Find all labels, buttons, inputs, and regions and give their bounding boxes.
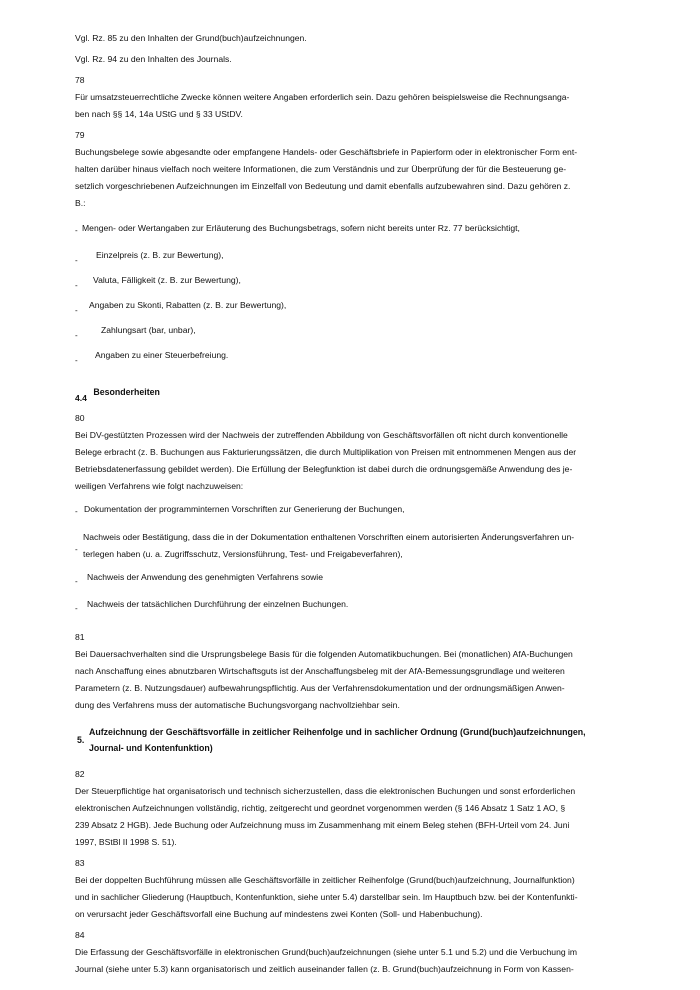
document-page (75, 30, 630, 978)
list-item (75, 529, 630, 563)
paragraph-line: Bei DV-gestützten Prozessen wird der Nachweis der zutreffenden Abbildung von Geschäftsvorfällen oft nicht durch konventionelle (75, 430, 568, 440)
section-title: Journal- und Kontenfunktion) (89, 743, 213, 753)
paragraph-line: Parametern (z. B. Nutzungsdauer) aufbewahrungspflichtig. Aus der Verfahrensdokumentation und der ordnungsmäßigen Anwen- (75, 683, 565, 693)
section-heading (75, 384, 630, 410)
section-title: Besonderheiten (93, 387, 160, 397)
list-item (75, 569, 630, 596)
list-item-text: terlegen haben (u. a. Zugriffsschutz, Versionsführung, Test- und Freigabeverfahren), (83, 549, 403, 559)
paragraph-number: 81 (75, 632, 85, 642)
paragraph-line: nach Anschaffung eines abnutzbaren Wirtschaftsguts ist der Anschaffungsbeleg mit der AfA-Bemessungsgrundlage und weiteren (75, 666, 565, 676)
list-item-text: Mengen- oder Wertangaben zur Erläuterung des Buchungsbetrags, sofern nicht bereits unter Rz. 77 berücksichtigt, (82, 223, 520, 233)
paragraph-line: Belege erbracht (z. B. Buchungen aus Fakturierungssätzen, die durch Multiplikation von Preisen mit entnommenen Mengen aus der (75, 447, 577, 457)
paragraph-line: dung des Verfahrens muss der automatische Buchungsvorgang nachvollziehbar sein. (75, 700, 400, 710)
paragraph-line: Bei Dauersachverhalten sind die Ursprungsbelege Basis für die folgenden Automatikbuchungen. Bei (monatlichen) AfA-Buchungen (75, 649, 573, 659)
bullet-dash: - (75, 226, 78, 235)
list-item-text: Angaben zu einer Steuerbefreiung. (95, 350, 229, 360)
bullet-dash: - (75, 306, 78, 315)
list-item (75, 501, 630, 523)
list-item (75, 322, 630, 347)
list-item (75, 247, 630, 272)
list-item-text: Zahlungsart (bar, unbar), (101, 325, 196, 335)
paragraph-line: elektronischen Aufzeichnungen vollständig, richtig, zeitgerecht und geordnet vorgenommen werden (§ 146 Absatz 1 Satz 1 AO, § (75, 803, 566, 813)
paragraph-line: setzlich vorgeschriebenen Aufzeichnungen im Einzelfall von Bedeutung und damit ebenfalls aufzubewahren sind. Dazu gehören z. (75, 181, 571, 191)
paragraph-number: 82 (75, 769, 85, 779)
intro-line: Vgl. Rz. 85 zu den Inhalten der Grund(buch)aufzeichnungen. (75, 33, 307, 43)
paragraph-line: Für umsatzsteuerrechtliche Zwecke können weitere Angaben erforderlich sein. Dazu gehören beispielsweise die Rechnungsanga- (75, 92, 570, 102)
paragraph-line: Betriebsdatenerfassung gebildet werden). Die Erfüllung der Belegfunktion ist dabei durch die ordnungsgemäße Anwendung des je- (75, 464, 573, 474)
paragraph-number: 84 (75, 930, 85, 940)
bullet-dash: - (75, 356, 78, 365)
paragraph-line: ben nach §§ 14, 14a UStG und § 33 UStDV. (75, 109, 243, 119)
list-item (75, 596, 630, 623)
paragraph-line: 1997, BStBl II 1998 S. 51). (75, 837, 177, 847)
list-item-text: Einzelpreis (z. B. zur Bewertung), (96, 250, 224, 260)
paragraph-number: 80 (75, 413, 85, 423)
paragraph-line: Der Steuerpflichtige hat organisatorisch und technisch sicherzustellen, dass die elektronischen Buchungen und sonst erforderlichen (75, 786, 576, 796)
section-number: 5. (77, 735, 85, 745)
bullet-dash: - (75, 604, 78, 613)
paragraph-line: Journal (siehe unter 5.3) kann organisatorisch und zeitlich auseinander fallen (z. B. Grund(buch)aufzeichnung in Form von Kassen- (75, 964, 574, 974)
paragraph-number: 79 (75, 130, 85, 140)
section-number: 4.4 (75, 393, 87, 403)
bullet-dash: - (75, 507, 78, 516)
bullet-dash: - (75, 281, 78, 290)
list-item (75, 220, 630, 247)
paragraph-line: B.: (75, 198, 86, 208)
paragraph-line: und in sachlicher Gliederung (Hauptbuch, Kontenfunktion, siehe unter 5.4) darstellbar sein. Im Hauptbuch bzw. bei der Kontenfunkti- (75, 892, 578, 902)
bullet-dash: - (75, 577, 78, 586)
paragraph-number: 83 (75, 858, 85, 868)
bullet-dash: - (75, 256, 78, 265)
paragraph-line: Bei der doppelten Buchführung müssen alle Geschäftsvorfälle in zeitlicher Reihenfolge (Grund(buch)aufzeichnung, Journalfunktion) (75, 875, 575, 885)
list-item-text: Angaben zu Skonti, Rabatten (z. B. zur Bewertung), (89, 300, 287, 310)
list-item-text: Nachweis der tatsächlichen Durchführung der einzelnen Buchungen. (87, 599, 349, 609)
paragraph-line: 239 Absatz 2 HGB). Jede Buchung oder Aufzeichnung muss im Zusammenhang mit einem Beleg stehen (BFH-Urteil vom 24. Juni (75, 820, 570, 830)
paragraph-number: 78 (75, 75, 85, 85)
intro-line: Vgl. Rz. 94 zu den Inhalten des Journals. (75, 54, 232, 64)
bullet-dash: - (75, 331, 78, 340)
paragraph-line: halten darüber hinaus vielfach noch weitere Informationen, die zum Verständnis und zur Überprüfung der für die Besteuerung ge- (75, 164, 567, 174)
paragraph-line: weiligen Verfahrens wie folgt nachzuweisen: (75, 481, 244, 491)
list-item-text: Nachweis oder Bestätigung, dass die in der Dokumentation enthaltenen Vorschriften einem autorisierten Änderungsverfahren un- (83, 532, 575, 542)
list-item-text: Dokumentation der programminternen Vorschriften zur Generierung der Buchungen, (84, 504, 405, 514)
list-item (75, 272, 630, 297)
section-heading (75, 724, 630, 760)
paragraph-line: Die Erfassung der Geschäftsvorfälle in elektronischen Grund(buch)aufzeichnungen (siehe unter 5.1 und 5.2) und die Verbuchung im (75, 947, 578, 957)
paragraph-line: Buchungsbelege sowie abgesandte oder empfangene Handels- oder Geschäftsbriefe in Papierform oder in elektronischer Form ent- (75, 147, 578, 157)
paragraph-line: on verursacht jeder Geschäftsvorfall eine Buchung auf mindestens zwei Konten (Soll- und Habenbuchung). (75, 909, 483, 919)
bullet-dash: - (75, 545, 78, 554)
list-item (75, 297, 630, 322)
list-item-text: Nachweis der Anwendung des genehmigten Verfahrens sowie (87, 572, 324, 582)
list-item (75, 347, 630, 372)
section-title: Aufzeichnung der Geschäftsvorfälle in zeitlicher Reihenfolge und in sachlicher Ordnung (Grund(buch)aufzeichnungen, (89, 727, 586, 737)
list-item-text: Valuta, Fälligkeit (z. B. zur Bewertung), (93, 275, 241, 285)
